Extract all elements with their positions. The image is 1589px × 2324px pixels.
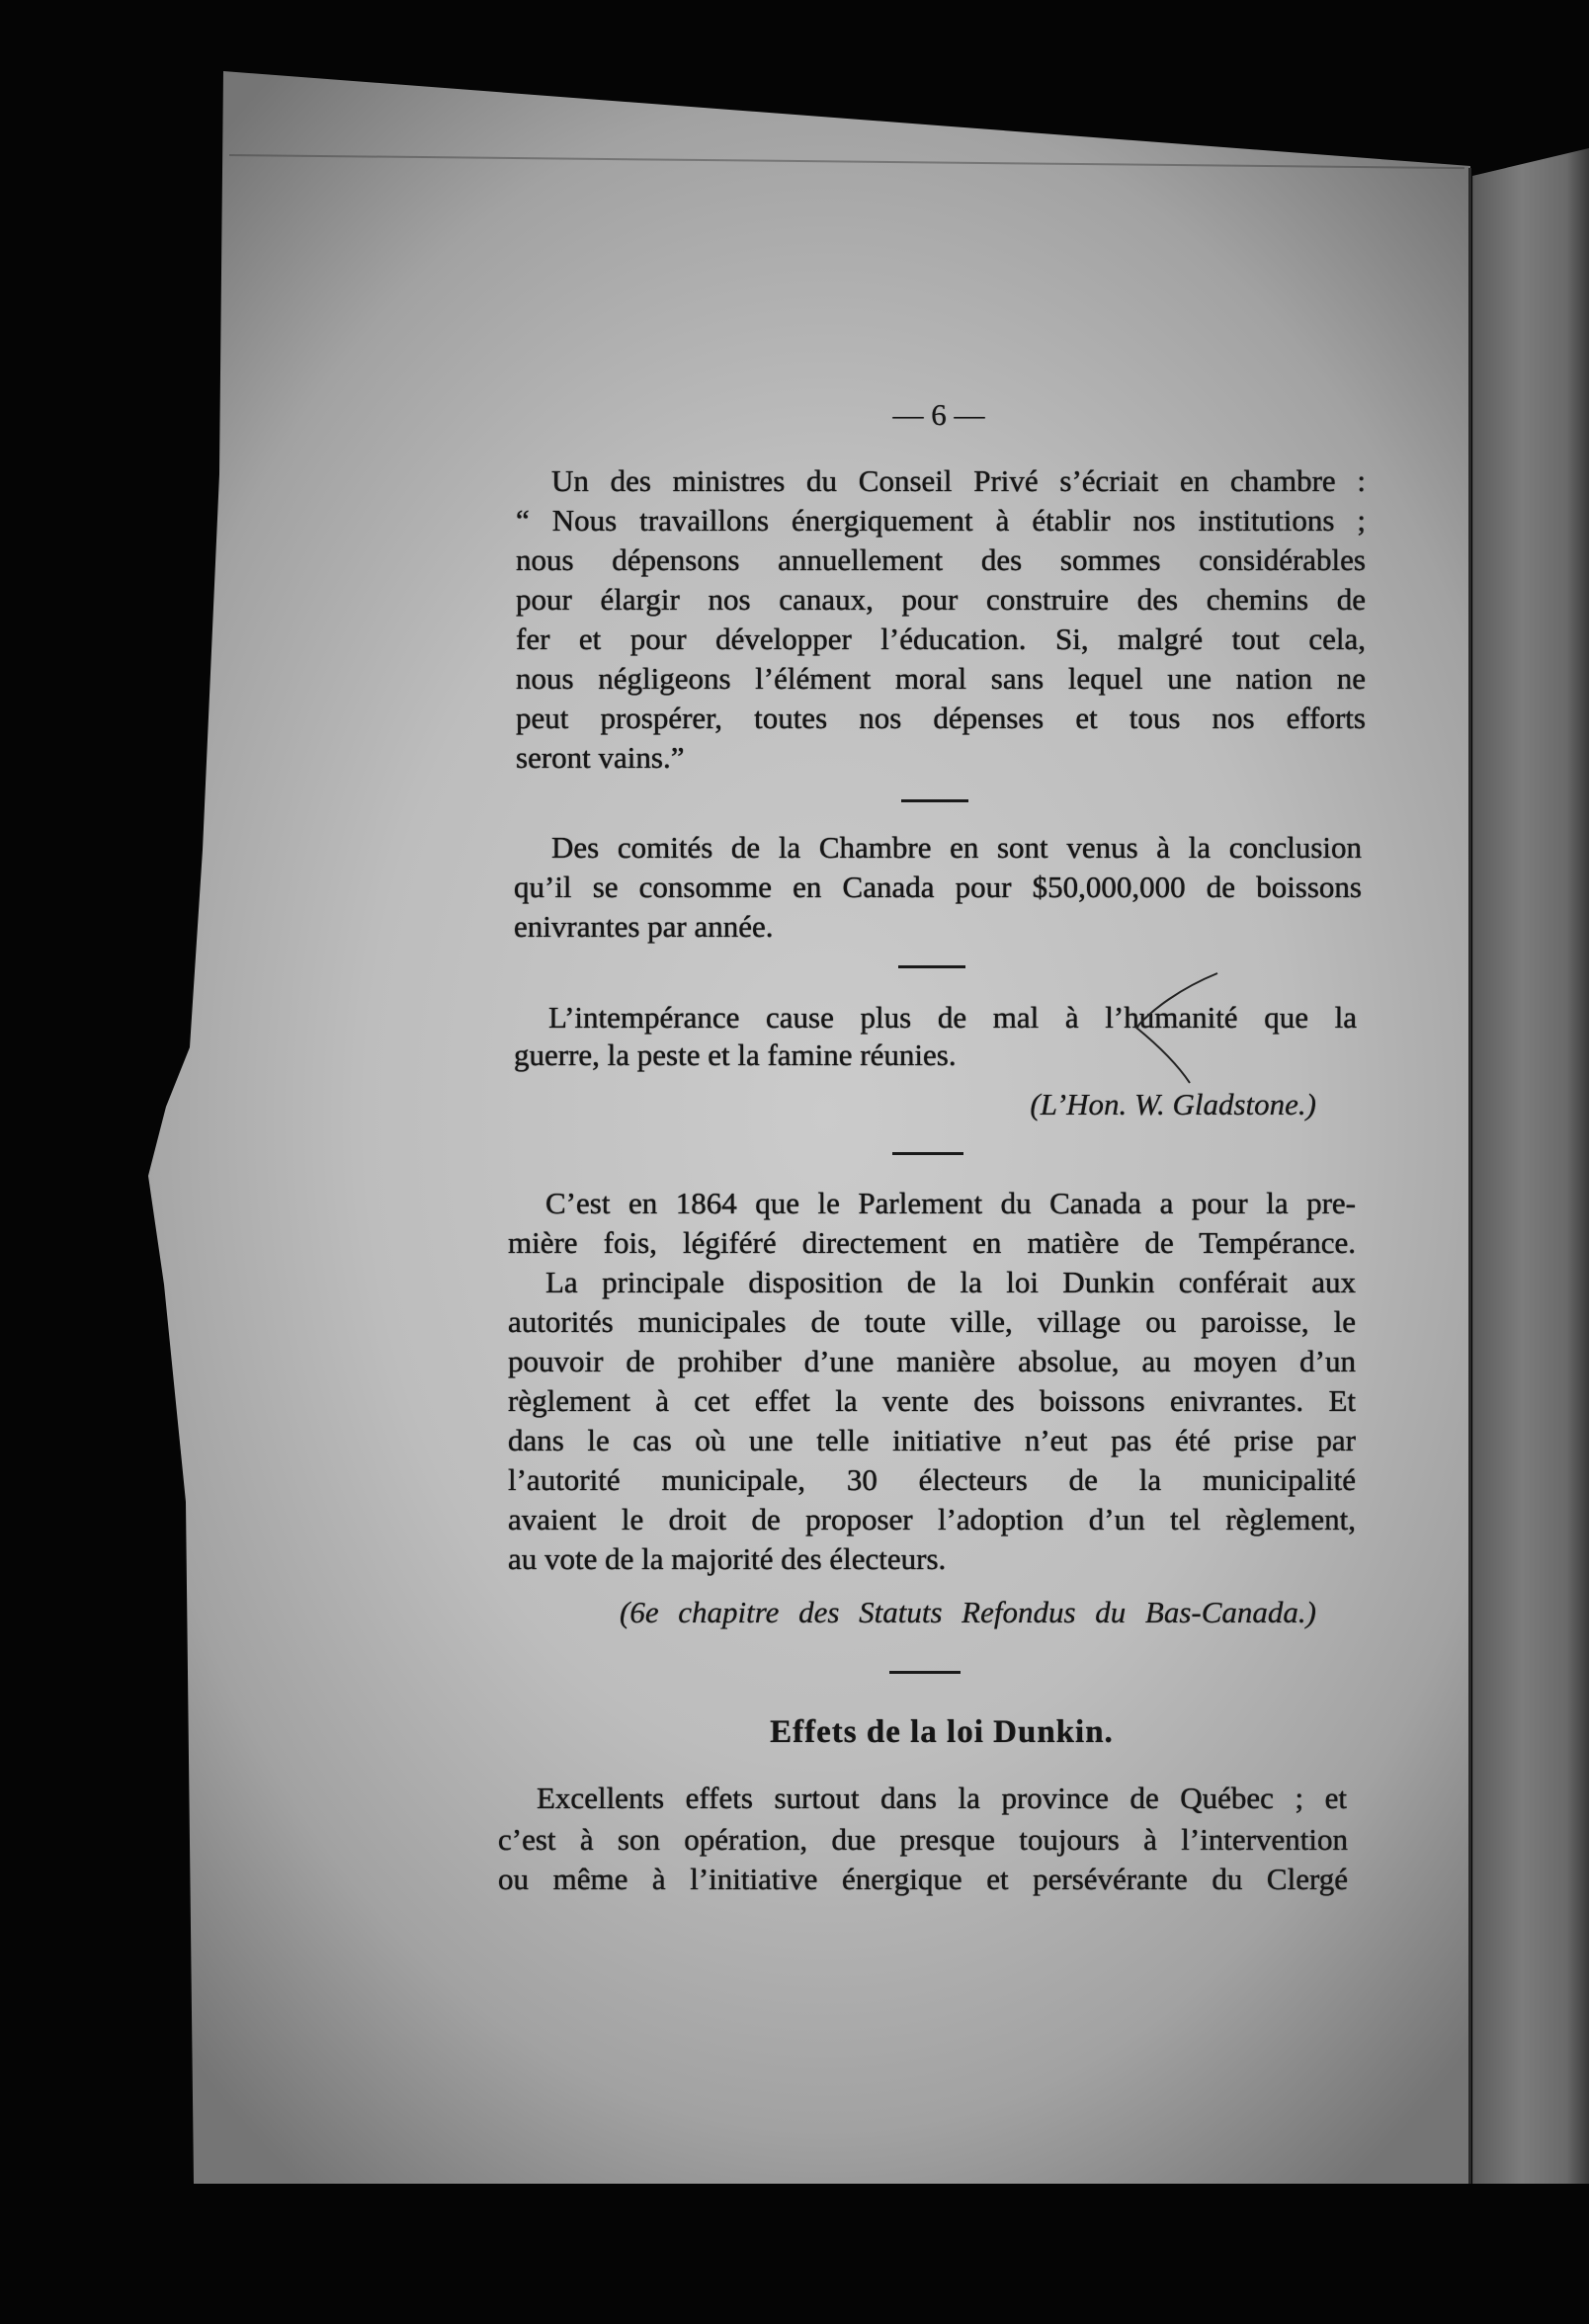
text-line: qu’il se consomme en Canada pour $50,000,000 de boissons [514,870,1362,904]
text-line: seront vains.” [516,740,685,775]
text-line: pouvoir de prohiber d’une manière absolue, au moyen d’un [508,1344,1356,1378]
page-number: — 6 — [892,397,985,432]
text-line: Excellents effets surtout dans la province de Québec ; et [537,1781,1347,1815]
text-line: au vote de la majorité des électeurs. [508,1541,947,1576]
text-line: La principale disposition de la loi Dunkin conférait aux [545,1265,1356,1299]
text-line: règlement à cet effet la vente des boissons enivrantes. Et [508,1383,1356,1418]
text-line: c’est à son opération, due presque toujours à l’intervention [498,1822,1348,1857]
section-separator [892,1152,963,1155]
text-line: “ Nous travaillons énergiquement à établir nos institutions ; [516,503,1366,538]
text-line: autorités municipales de toute ville, village ou paroisse, le [508,1304,1356,1339]
text-line: guerre, la peste et la famine réunies. [514,1038,957,1072]
text-line: nous dépensons annuellement des sommes considérables [516,542,1366,577]
text-line: pour élargir nos canaux, pour construire des chemins de [516,582,1366,617]
section-separator [901,799,968,802]
text-line: avaient le droit de proposer l’adoption d’un tel règlement, [508,1502,1356,1536]
page-gutter-line [1468,168,1471,2184]
text-line: Un des ministres du Conseil Privé s’écriait en chambre : [551,463,1366,498]
text-line: mière fois, légiféré directement en matière de Tempérance. [508,1225,1356,1260]
text-line: enivrantes par année. [514,909,774,944]
section-separator [889,1671,961,1674]
text-line: dans le cas où une telle initiative n’eut pas été prise par [508,1423,1356,1457]
section-heading: Effets de la loi Dunkin. [770,1714,1114,1750]
section-separator [898,965,965,968]
text-line: nous négligeons l’élément moral sans lequel une nation ne [516,661,1366,696]
gladstone-attribution: (L’Hon. W. Gladstone.) [1030,1087,1316,1121]
text-line: Des comités de la Chambre en sont venus à la conclusion [551,830,1362,865]
statuts-attribution: (6e chapitre des Statuts Refondus du Bas-Canada.) [620,1595,1316,1629]
text-line: ou même à l’initiative énergique et persévérante du Clergé [498,1862,1348,1896]
text-line: peut prospérer, toutes nos dépenses et tous nos efforts [516,701,1366,735]
text-line: l’autorité municipale, 30 électeurs de la municipalité [508,1462,1356,1497]
text-line: C’est en 1864 que le Parlement du Canada a pour la pre- [545,1186,1356,1220]
text-line: fer et pour développer l’éducation. Si, malgré tout cela, [516,622,1366,656]
text-line: L’intempérance cause plus de mal à l’humanité que la [548,1000,1357,1035]
